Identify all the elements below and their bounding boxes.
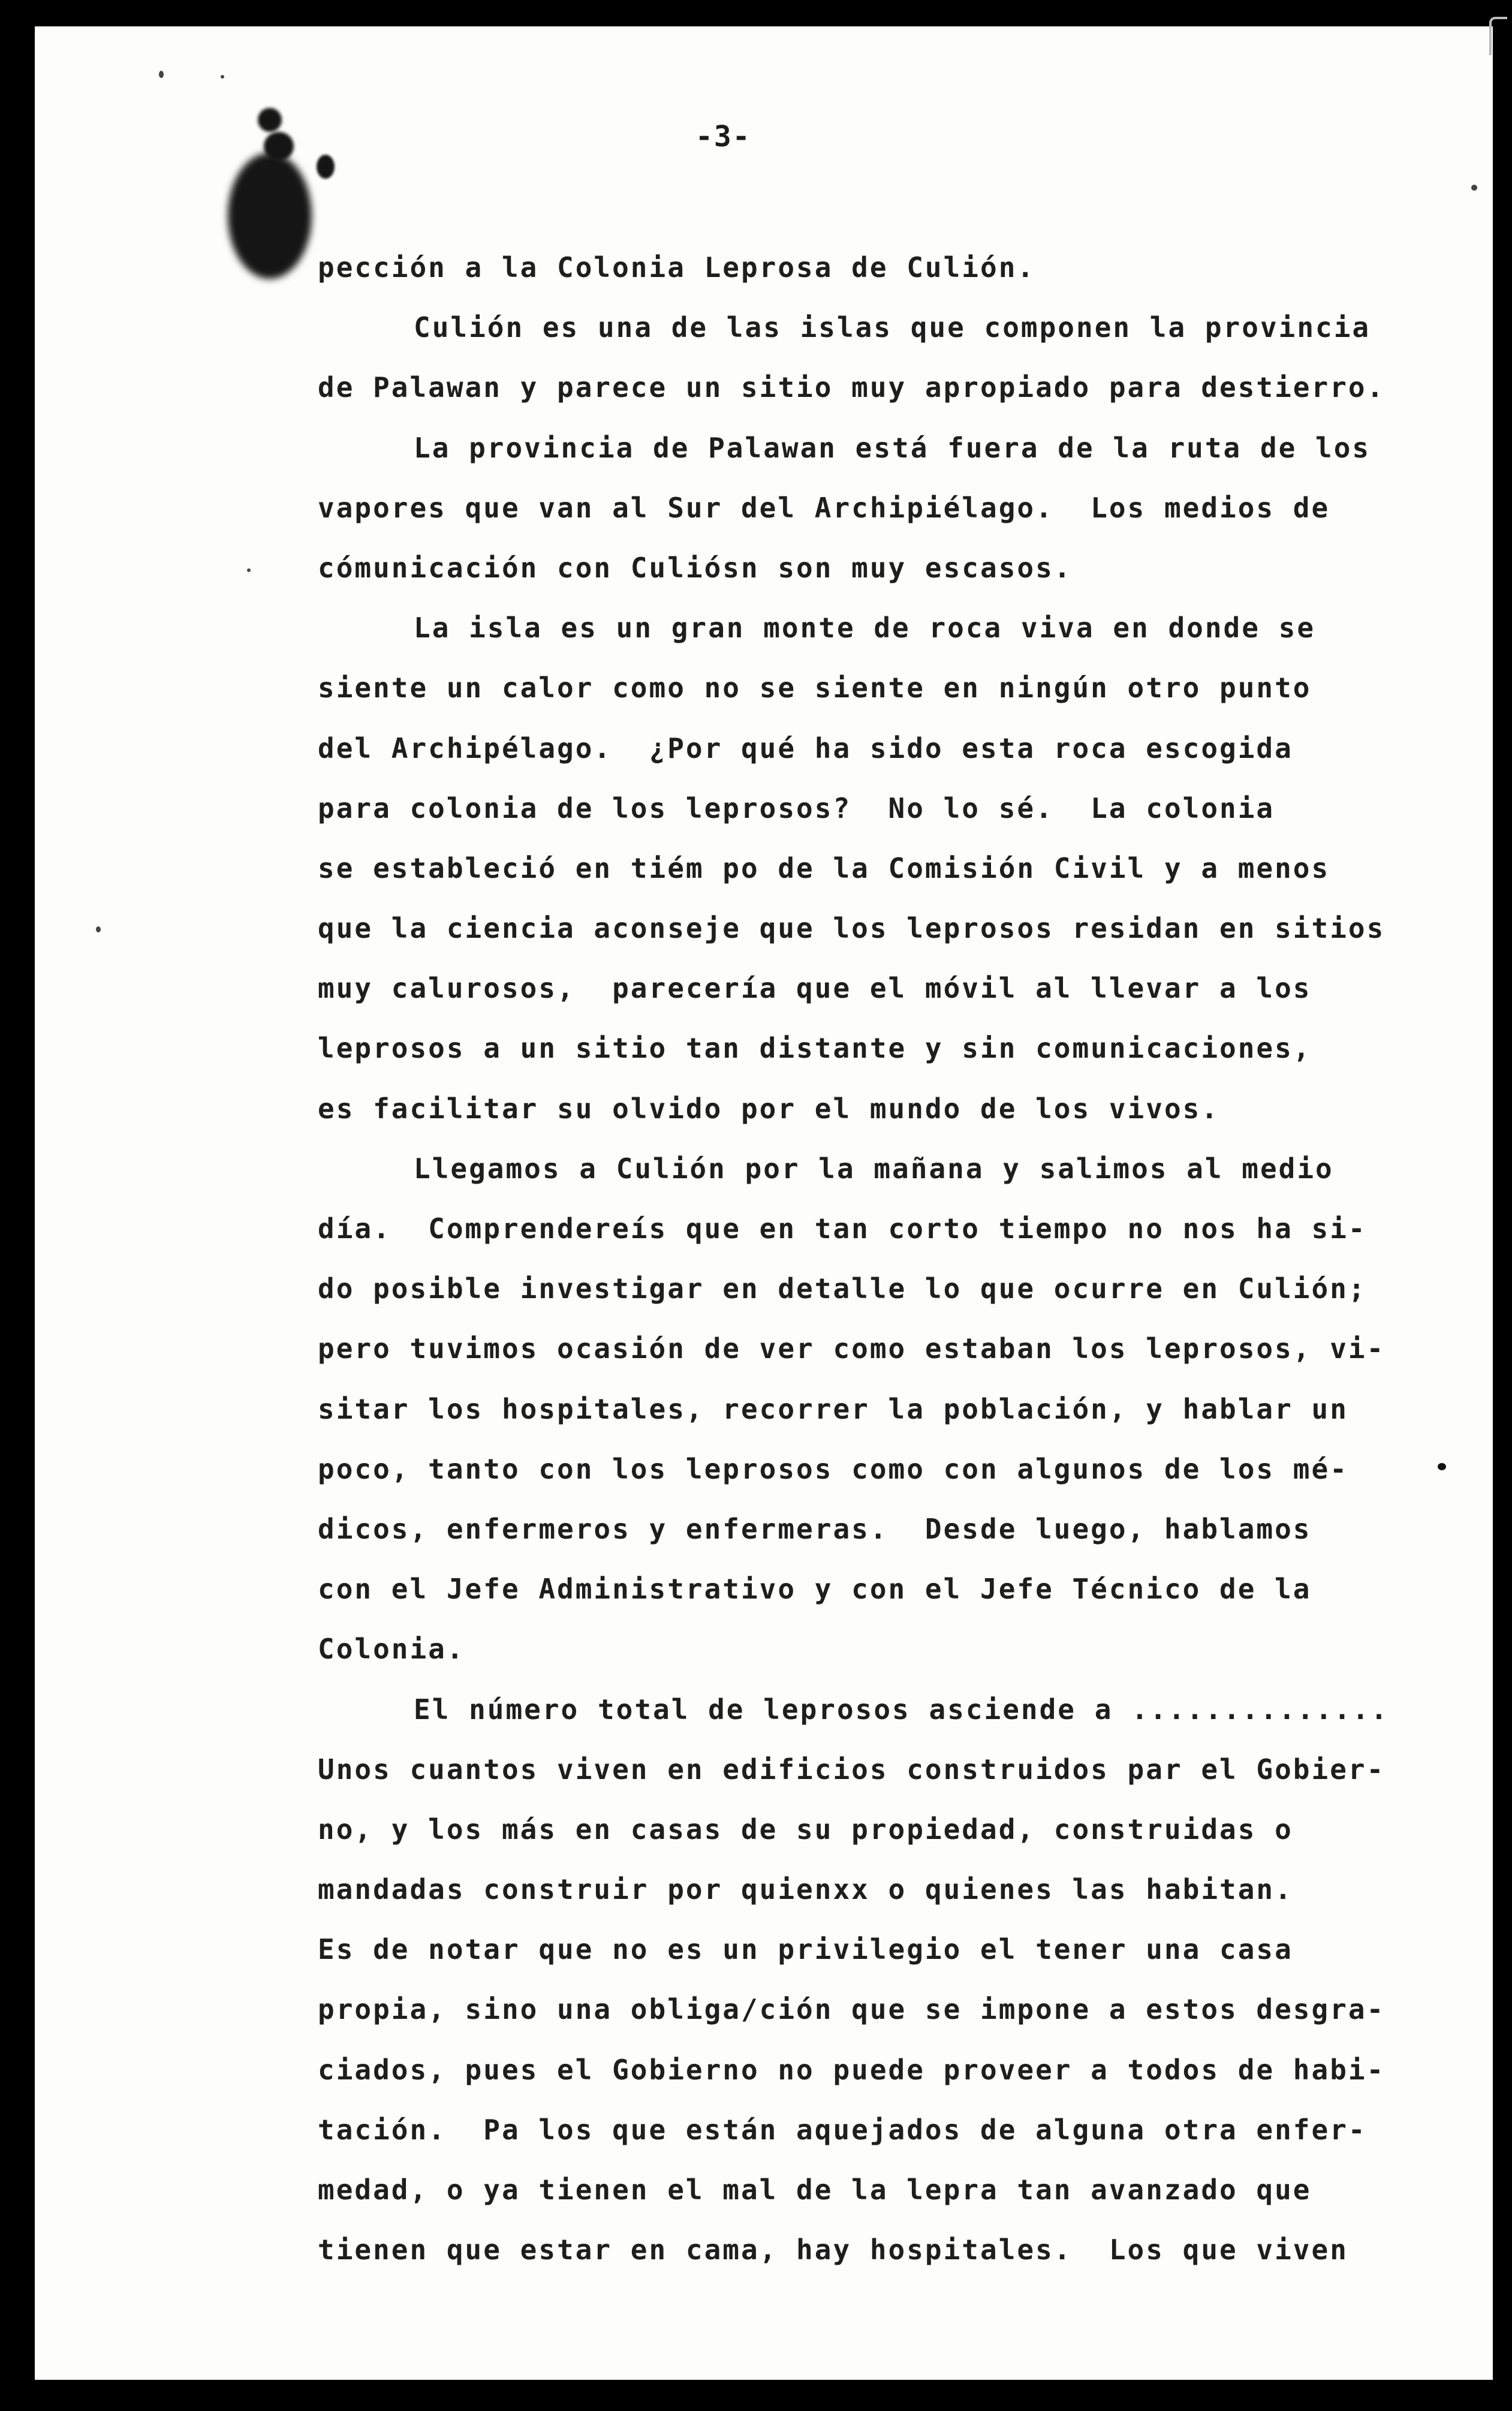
paper-speck [159,71,164,78]
text-line: muy calurosos, parecería que el móvil al llevar a los [318,972,1312,1005]
text-line: Colonia. [318,1633,465,1666]
text-line: sitar los hospitales, recorrer la población, y hablar un [318,1392,1348,1425]
corner-fold [1489,17,1507,55]
paper-speck [247,568,251,572]
text-line: Llegamos a Culión por la mañana y salimos al medio [414,1152,1334,1185]
text-line: pección a la Colonia Leprosa de Culión. [318,251,1036,284]
text-line: La isla es un gran monte de roca viva en donde se [414,612,1316,645]
ink-blot-upper [264,132,294,161]
ink-blot-right [317,155,335,179]
text-line: pero tuvimos ocasión de ver como estaban los leprosos, vi- [318,1332,1386,1365]
text-line: La provincia de Palawan está fuera de la ruta de los [414,431,1371,464]
text-line: vapores que van al Sur del Archipiélago. Los medios de [318,491,1330,524]
text-line: para colonia de los leprosos? No lo sé. La colonia [318,791,1275,824]
text-line: dicos, enfermeros y enfermeras. Desde luego, hablamos [318,1512,1312,1545]
text-line: no, y los más en casas de su propiedad, construidas o [318,1813,1293,1846]
paper-speck [221,75,224,79]
text-line: leprosos a un sitio tan distante y sin comunicaciones, [318,1032,1312,1065]
text-line: con el Jefe Administrativo y con el Jefe Técnico de la [318,1573,1312,1606]
text-line: propia, sino una obliga/ción que se impone a estos desgra- [318,1993,1386,2026]
text-line: Culión es una de las islas que componen la provincia [414,311,1371,344]
text-line: que la ciencia aconseje que los leprosos residan en sitios [318,912,1386,945]
text-line: Unos cuantos viven en edificios construidos par el Gobier- [318,1753,1386,1786]
body-text [318,237,1457,2280]
text-line: mandadas construir por quienxx o quienes las habitan. [318,1873,1293,1906]
text-line: tación. Pa los que están aquejados de alguna otra enfer- [318,2113,1367,2146]
page-number: -3- [695,120,751,153]
ink-blot-top [258,108,282,132]
text-line: poco, tanto con los leprosos como con algunos de los mé- [318,1452,1348,1485]
text-line: se estableció en tiém po de la Comisión Civil y a menos [318,851,1330,884]
text-line: día. Comprendereís que en tan corto tiempo no nos ha si- [318,1212,1367,1245]
text-line: siente un calor como no se siente en ningún otro punto [318,672,1312,705]
text-line: cómunicación con Culiósn son muy escasos. [318,551,1073,584]
ink-blot-large [228,153,312,279]
text-line: Es de notar que no es un privilegio el tener una casa [318,1933,1293,1966]
text-line: medad, o ya tienen el mal de la lepra tan avanzado que [318,2174,1312,2206]
text-line: del Archipélago. ¿Por qué ha sido esta roca escogida [318,732,1293,764]
text-line: ciados, pues el Gobierno no puede proveer a todos de habi- [318,2053,1386,2086]
paper-speck [96,926,101,932]
text-line: El número total de leprosos asciende a .............. [414,1693,1389,1726]
paper-speck [1471,185,1477,191]
text-line: tienen que estar en cama, hay hospitales. Los que viven [318,2234,1348,2266]
text-line: es facilitar su olvido por el mundo de los vivos. [318,1092,1220,1125]
text-line: de Palawan y parece un sitio muy apropiado para destierro. [318,371,1386,404]
text-line: do posible investigar en detalle lo que ocurre en Culión; [318,1272,1367,1305]
